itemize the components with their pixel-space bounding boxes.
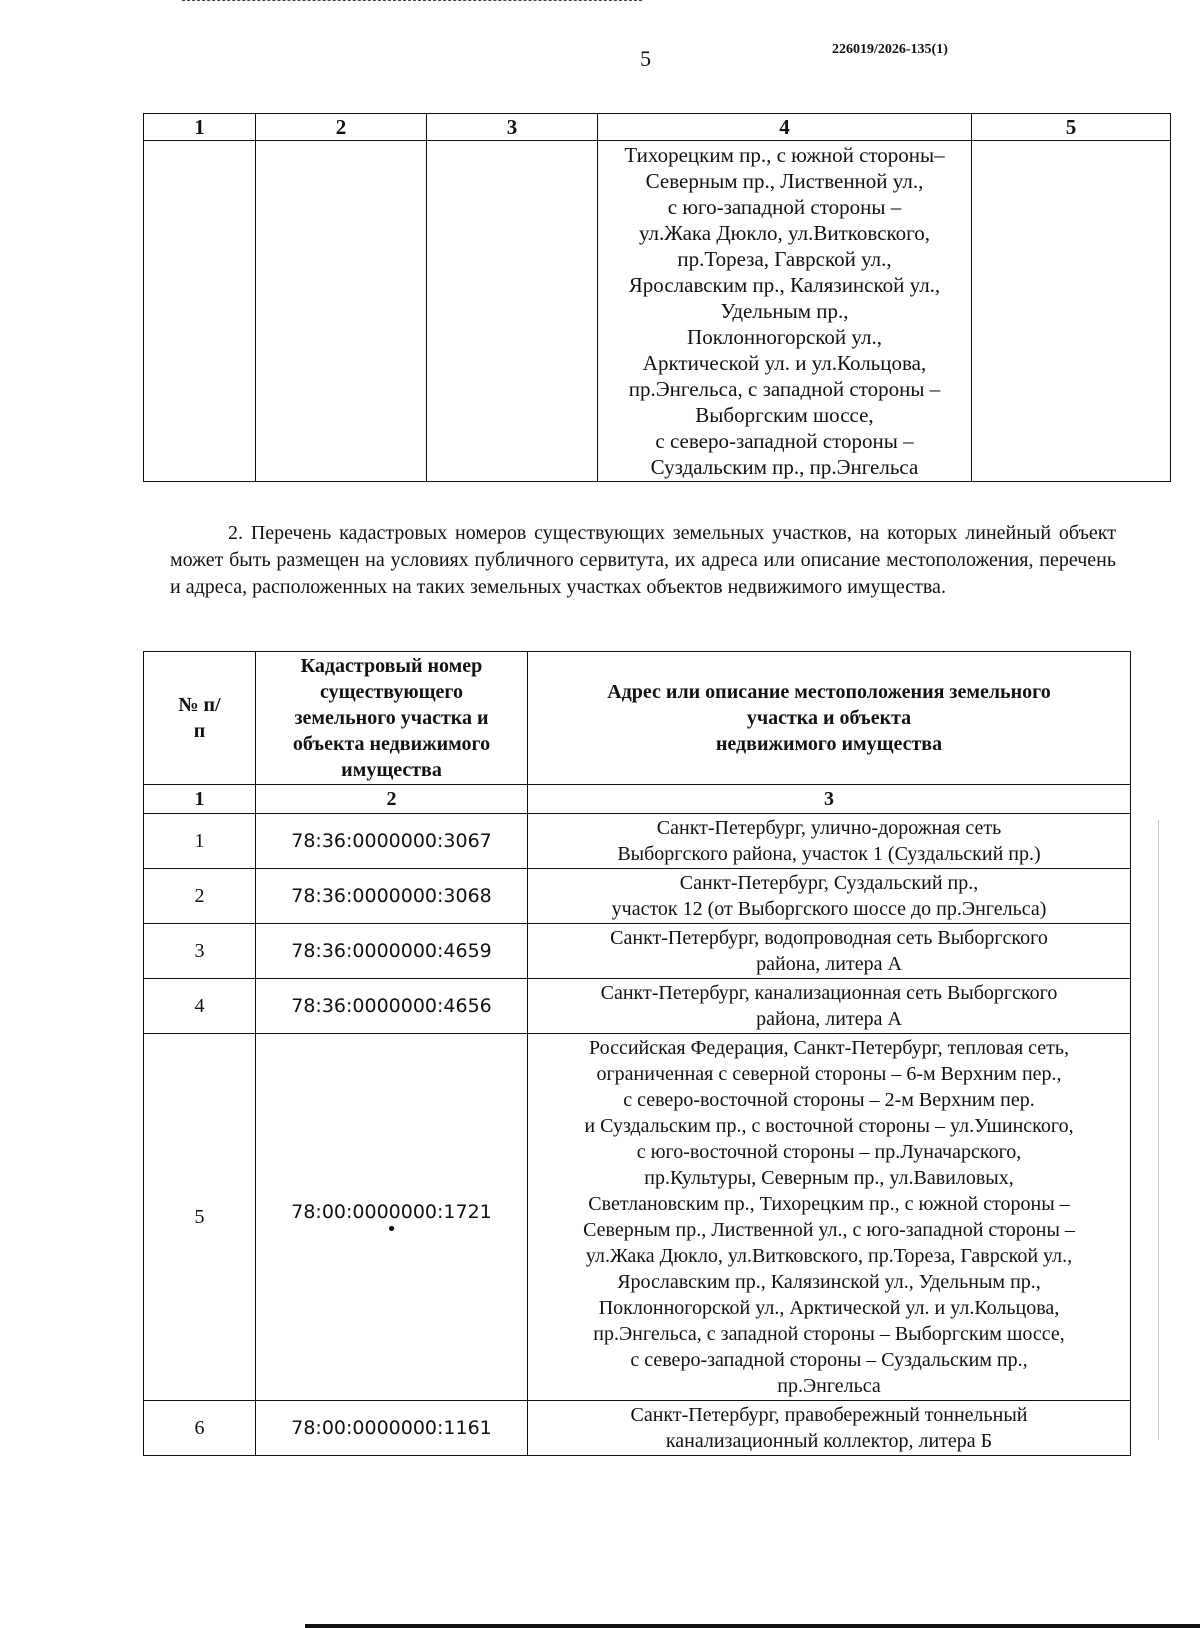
text-line: пр.Энгельса, с западной стороны – <box>628 377 941 401</box>
address-line: пр.Энгельса, с западной стороны – Выборгским шоссе, <box>593 1323 1065 1345</box>
header-number: № п/п <box>144 652 256 785</box>
address-line: пр.Культуры, Северным пр., ул.Вавиловых, <box>644 1167 1014 1189</box>
boundary-description <box>598 141 972 482</box>
row-number: 1 <box>144 814 256 869</box>
address-line: Светлановским пр., Тихорецким пр., с южной стороны – <box>588 1193 1070 1215</box>
table-header-row <box>144 652 1131 785</box>
row-number: 2 <box>144 869 256 924</box>
text-line: Тихорецким пр., с южной стороны– <box>624 143 945 167</box>
text-line: ул.Жака Дюкло, ул.Витковского, <box>638 221 931 245</box>
table-header-row <box>144 114 1171 141</box>
address-line: района, литера А <box>756 1008 902 1030</box>
address-cell <box>528 1034 1131 1401</box>
address-cell <box>528 869 1131 924</box>
row-number: 5 <box>144 1034 256 1401</box>
address-line: Санкт-Петербург, водопроводная сеть Выборгского <box>610 927 1048 949</box>
text-line: Поклонногорской ул., <box>687 325 882 349</box>
empty-cell <box>972 141 1171 482</box>
header-line: участка и объекта <box>746 707 912 729</box>
empty-cell <box>256 141 427 482</box>
column-number: 3 <box>528 785 1131 814</box>
text-line: Северным пр., Лиственной ул., <box>645 169 924 193</box>
row-number: 3 <box>144 924 256 979</box>
address-cell <box>528 924 1131 979</box>
address-line: Ярославским пр., Калязинской ул., Удельным пр., <box>617 1271 1041 1293</box>
header-line: Адрес или описание местоположения земельного <box>607 681 1051 703</box>
dot-mark: • <box>386 1219 397 1240</box>
section-2-paragraph: 2. Перечень кадастровых номеров существующих земельных участков, на которых линейный объект может быть размещен на условиях публичного сервитута, их адреса или описание местоположения, перечень и адреса, расположенных на таких земельных участках объектов недвижимого имущества. <box>170 522 1116 598</box>
row-number: 6 <box>144 1401 256 1456</box>
row-number: 4 <box>144 979 256 1034</box>
cadastral-number: 78:00:0000000:1161 <box>256 1401 528 1456</box>
column-number: 5 <box>972 114 1171 141</box>
address-line: Санкт-Петербург, канализационная сеть Выборгского <box>600 982 1058 1004</box>
continuation-table <box>143 113 1171 482</box>
address-cell <box>528 1401 1131 1456</box>
address-line: пр.Энгельса <box>777 1375 881 1397</box>
address-line: Санкт-Петербург, Суздальский пр., <box>679 872 979 894</box>
address-line: канализационный коллектор, литера Б <box>665 1430 993 1452</box>
address-line: района, литера А <box>756 953 902 975</box>
page-number: 5 <box>640 46 651 71</box>
cadastral-number-cell <box>256 1034 528 1401</box>
cadastral-number: 78:36:0000000:3067 <box>256 814 528 869</box>
address-line: Поклонногорской ул., Арктической ул. и ул.Кольцова, <box>598 1297 1060 1319</box>
text-line: Выборгским шоссе, <box>695 403 874 427</box>
table-row <box>144 814 1131 869</box>
top-edge-mark <box>182 0 642 4</box>
bottom-scan-edge <box>305 1624 1200 1628</box>
header-line: недвижимого имущества <box>715 733 943 755</box>
cadastral-number: 78:00:0000000:1721 <box>291 1201 492 1223</box>
table-row <box>144 869 1131 924</box>
empty-cell <box>427 141 598 482</box>
address-line: Северным пр., Лиственной ул., с юго-западной стороны – <box>583 1219 1075 1241</box>
table-row <box>144 924 1131 979</box>
scan-artifact-line <box>1158 820 1159 1440</box>
header-cadastral-number: Кадастровый номер существующего земельного участка и объекта недвижимого имущества <box>256 652 528 785</box>
cadastral-number: 78:36:0000000:4656 <box>256 979 528 1034</box>
column-number: 1 <box>144 114 256 141</box>
table-row <box>144 1034 1131 1401</box>
address-line: и Суздальским пр., с восточной стороны – ул.Ушинского, <box>584 1115 1074 1137</box>
cadastral-number: 78:36:0000000:4659 <box>256 924 528 979</box>
address-line: участок 12 (от Выборгского шоссе до пр.Энгельса) <box>611 898 1047 920</box>
table-row <box>144 1401 1131 1456</box>
address-line: с северо-западной стороны – Суздальским пр., <box>630 1349 1028 1371</box>
cadastral-number: 78:36:0000000:3068 <box>256 869 528 924</box>
address-line: Санкт-Петербург, правобережный тоннельный <box>630 1404 1028 1426</box>
empty-cell <box>144 141 256 482</box>
column-number-row <box>144 785 1131 814</box>
address-line: Санкт-Петербург, улично-дорожная сеть <box>656 817 1002 839</box>
text-line: с юго-западной стороны – <box>667 195 902 219</box>
address-line: Выборгского района, участок 1 (Суздальский пр.) <box>617 843 1041 865</box>
column-number: 2 <box>256 114 427 141</box>
address-cell <box>528 814 1131 869</box>
address-line: ограниченная с северной стороны – 6-м Верхним пер., <box>596 1063 1062 1085</box>
text-line: Удельным пр., <box>720 299 849 323</box>
text-line: Арктической ул. и ул.Кольцова, <box>642 351 927 375</box>
text-line: Ярославским пр., Калязинской ул., <box>628 273 941 297</box>
text-line: пр.Тореза, Гаврской ул., <box>677 247 892 271</box>
header-address <box>528 652 1131 785</box>
table-row <box>144 979 1131 1034</box>
address-line: с северо-восточной стороны – 2-м Верхним пер. <box>623 1089 1035 1111</box>
column-number: 1 <box>144 785 256 814</box>
column-number: 2 <box>256 785 528 814</box>
cadastral-table <box>143 651 1131 1456</box>
text-line: Суздальским пр., пр.Энгельса <box>650 455 919 479</box>
address-line: Российская Федерация, Санкт-Петербург, тепловая сеть, <box>588 1037 1070 1059</box>
address-cell <box>528 979 1131 1034</box>
address-line: с юго-восточной стороны – пр.Луначарского, <box>636 1141 1022 1163</box>
text-line: с северо-западной стороны – <box>655 429 914 453</box>
table-row <box>144 141 1171 482</box>
document-id: 226019/2026-135(1) <box>832 42 948 57</box>
address-line: ул.Жака Дюкло, ул.Витковского, пр.Тореза, Гаврской ул., <box>585 1245 1073 1267</box>
column-number: 3 <box>427 114 598 141</box>
column-number: 4 <box>598 114 972 141</box>
